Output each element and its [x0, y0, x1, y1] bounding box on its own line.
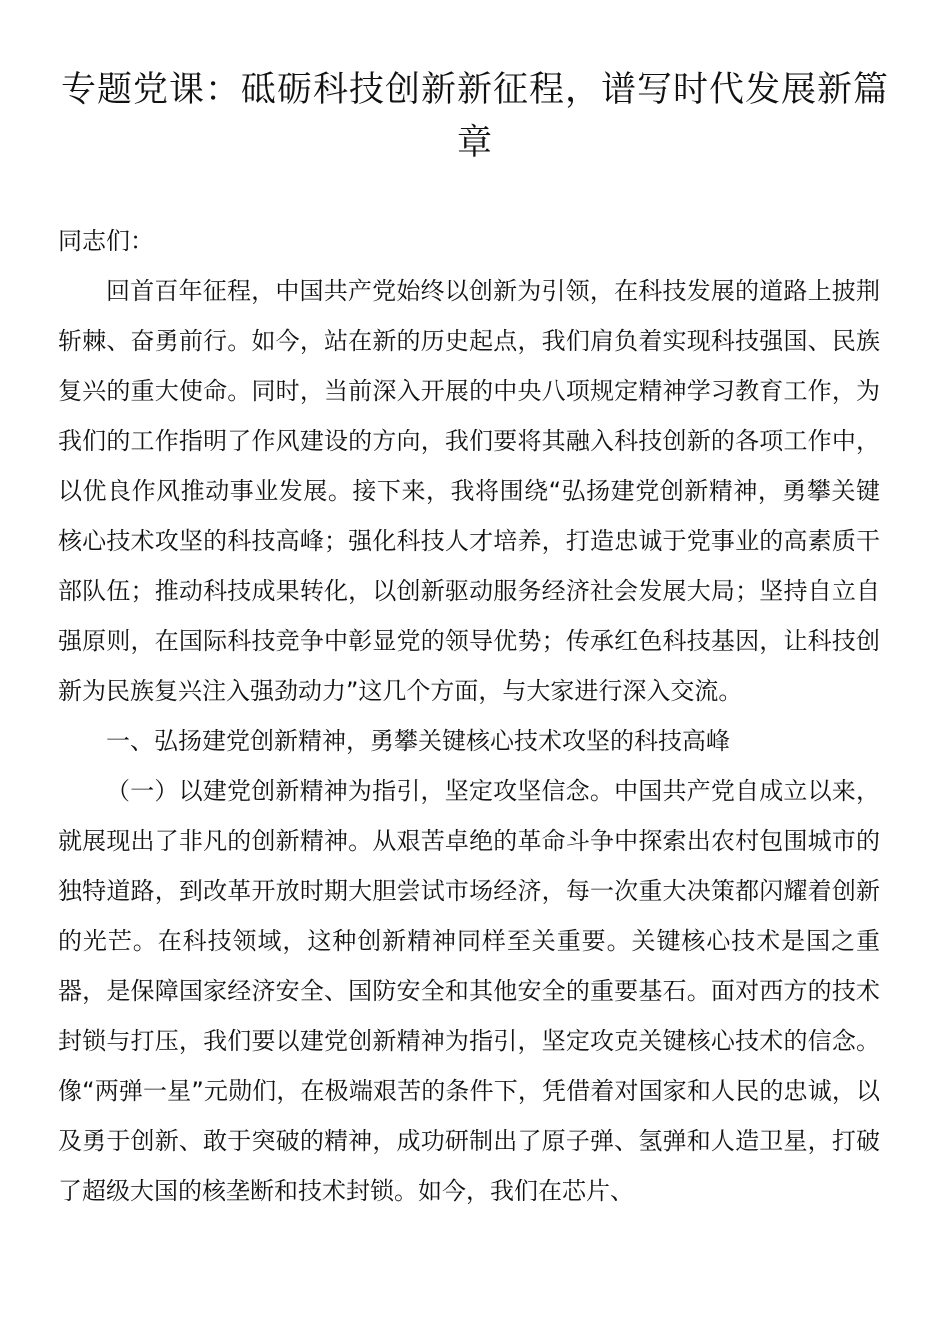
document-title: 专题党课：砥砺科技创新新征程，谱写时代发展新篇章	[60, 70, 889, 163]
section-paragraph: （一）以建党创新精神为指引，坚定攻坚信念。中国共产党自成立以来，就展现出了非凡的创新精神。从艰苦卓绝的革命斗争中探索出农村包围城市的独特道路，到改革开放时期大胆尝试市场经济，每一次重大决策都闪耀着创新的光芒。在科技领域，这种创新精神同样至关重要。关键核心技术是国之重器，是保障国家经济安全、国防安全和其他安全的重要基石。面对西方的技术封锁与打压，我们要以建党创新精神为指引，坚定攻克关键核心技术的信念。像“两弹一星”元勋们，在极端艰苦的条件下，凭借着对国家和人民的忠诚，以及勇于创新、敢于突破的精神，成功研制出了原子弹、氢弹和人造卫星，打破了超级大国的核垄断和技术封锁。如今，我们在芯片、	[58, 777, 880, 1205]
document-body	[58, 216, 880, 1216]
salutation: 同志们：	[58, 227, 154, 255]
intro-paragraph: 回首百年征程，中国共产党始终以创新为引领，在科技发展的道路上披荆斩棘、奋勇前行。如今，站在新的历史起点，我们肩负着实现科技强国、民族复兴的重大使命。同时，当前深入开展的中央八项规定精神学习教育工作，为我们的工作指明了作风建设的方向，我们要将其融入科技创新的各项工作中，以优良作风推动事业发展。接下来，我将围绕“弘扬建党创新精神，勇攀关键核心技术攻坚的科技高峰；强化科技人才培养，打造忠诚于党事业的高素质干部队伍；推动科技成果转化，以创新驱动服务经济社会发展大局；坚持自立自强原则，在国际科技竞争中彰显党的领导优势；传承红色科技基因，让科技创新为民族复兴注入强劲动力”这几个方面，与大家进行深入交流。	[58, 277, 880, 705]
section-heading: 一、弘扬建党创新精神，勇攀关键核心技术攻坚的科技高峰	[106, 727, 730, 755]
